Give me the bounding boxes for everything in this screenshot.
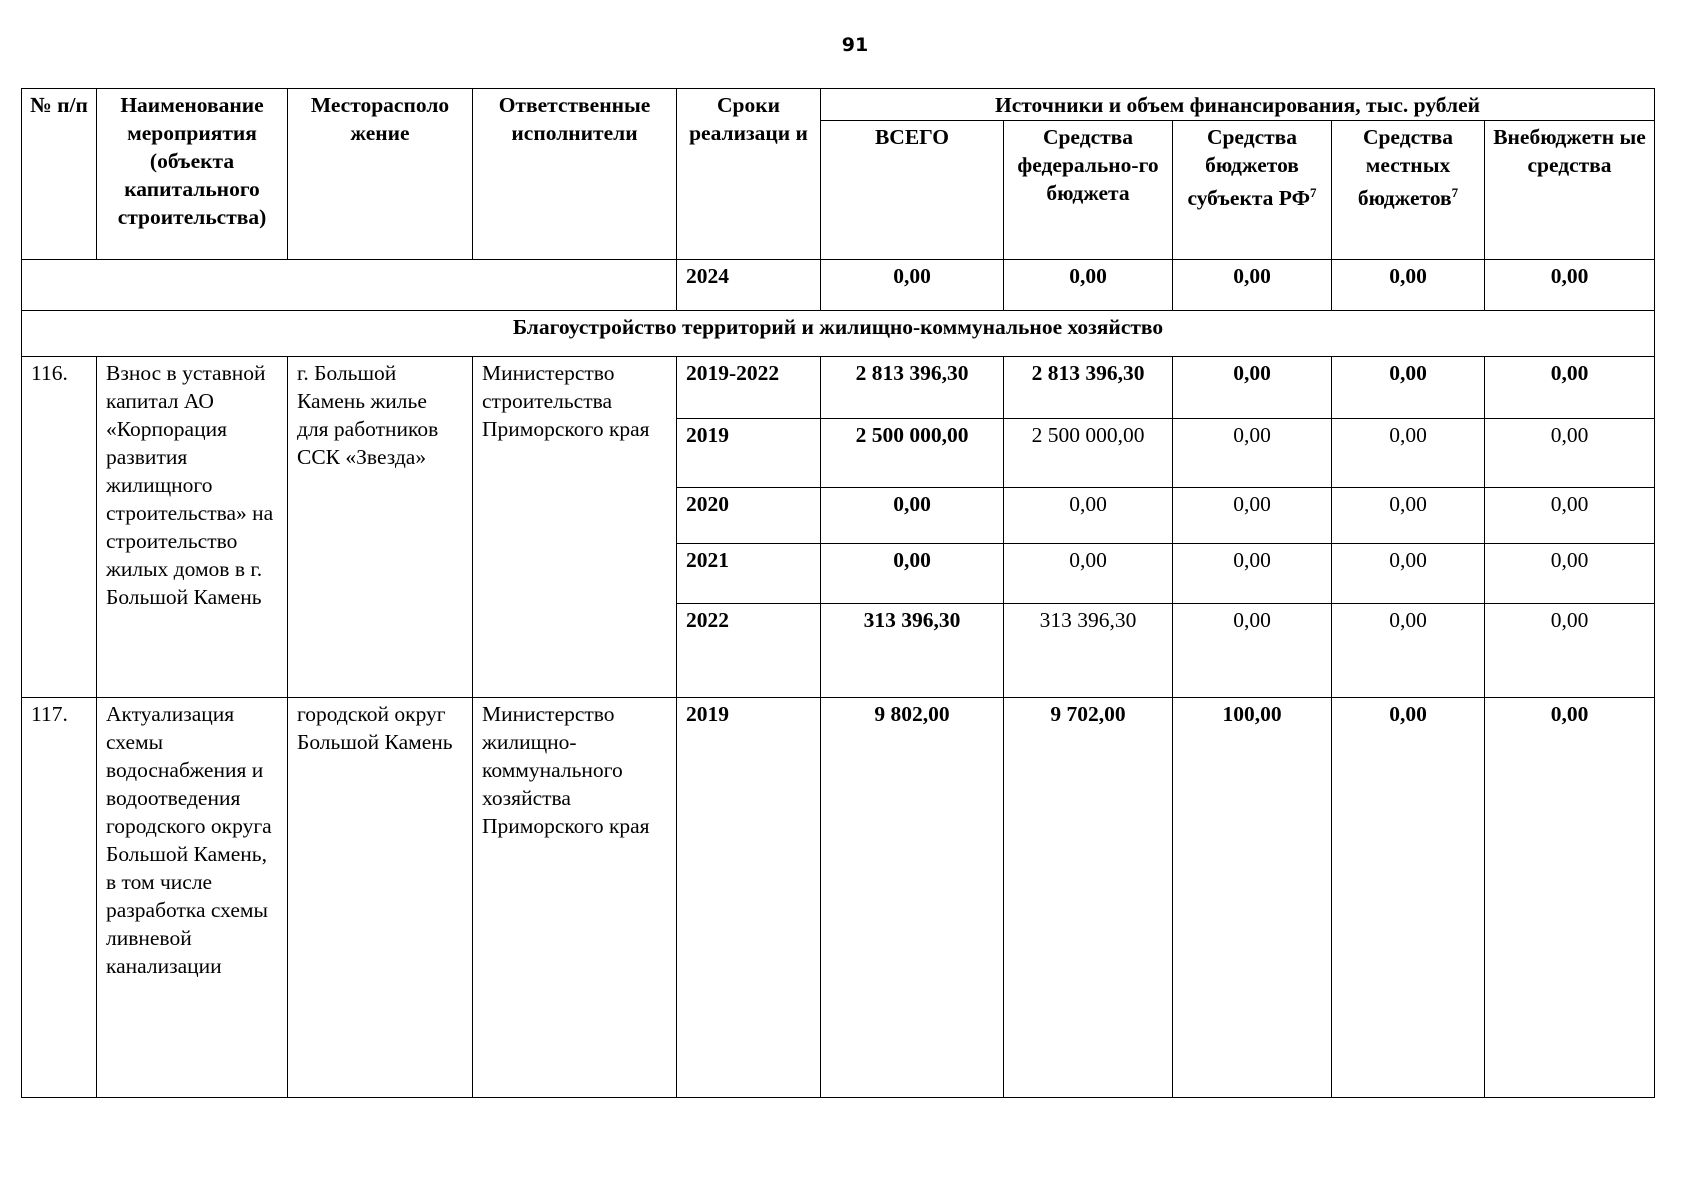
year-cell: 2024 (677, 260, 821, 311)
item-location: г. Большой Камень жилье для работников ССК «Звезда» (288, 357, 473, 698)
header-local-text: Средства местных бюджетов (1357, 125, 1454, 211)
local-cell: 0,00 (1332, 419, 1485, 488)
header-executors: Ответственные исполнители (473, 89, 677, 260)
extra-cell: 0,00 (1485, 419, 1655, 488)
header-total: ВСЕГО (821, 121, 1004, 260)
item-location: городской округ Большой Камень (288, 698, 473, 1098)
federal-cell: 2 500 000,00 (1004, 419, 1173, 488)
header-terms: Сроки реализаци и (677, 89, 821, 260)
local-cell: 0,00 (1332, 260, 1485, 311)
total-cell: 9 802,00 (821, 698, 1004, 1098)
item-executor: Министерство строительства Приморского края (473, 357, 677, 698)
year-cell: 2020 (677, 488, 821, 544)
header-num: № п/п (22, 89, 97, 260)
empty-cell (22, 260, 677, 311)
item-number: 117. (22, 698, 97, 1098)
extra-cell: 0,00 (1485, 488, 1655, 544)
item-name: Взнос в уставной капитал АО «Корпорация развития жилищного строительства» на строительство жилых домов в г. Большой Камень (97, 357, 288, 698)
header-extra: Внебюджетн ые средства (1485, 121, 1655, 260)
subject-cell: 0,00 (1173, 488, 1332, 544)
header-financing: Источники и объем финансирования, тыс. рублей (821, 89, 1655, 121)
header-subject-footnote: 7 (1310, 185, 1317, 200)
federal-cell: 9 702,00 (1004, 698, 1173, 1098)
extra-cell: 0,00 (1485, 604, 1655, 698)
federal-cell: 0,00 (1004, 260, 1173, 311)
item-number: 116. (22, 357, 97, 698)
financing-table (21, 88, 1655, 1098)
table-row (22, 260, 1655, 311)
local-cell: 0,00 (1332, 357, 1485, 419)
subject-cell: 0,00 (1173, 544, 1332, 604)
table-row (22, 698, 1655, 1098)
subject-cell: 0,00 (1173, 357, 1332, 419)
total-cell: 2 500 000,00 (821, 419, 1004, 488)
subject-cell: 0,00 (1173, 419, 1332, 488)
header-subject (1173, 121, 1332, 260)
extra-cell: 0,00 (1485, 544, 1655, 604)
local-cell: 0,00 (1332, 488, 1485, 544)
federal-cell: 0,00 (1004, 488, 1173, 544)
total-cell: 0,00 (821, 544, 1004, 604)
year-cell: 2019 (677, 698, 821, 1098)
year-cell: 2019 (677, 419, 821, 488)
header-name: Наименование мероприятия (объекта капитального строительства) (97, 89, 288, 260)
extra-cell: 0,00 (1485, 357, 1655, 419)
total-cell: 313 396,30 (821, 604, 1004, 698)
total-cell: 2 813 396,30 (821, 357, 1004, 419)
total-cell: 0,00 (821, 260, 1004, 311)
page-number: 91 (841, 34, 869, 56)
year-cell: 2022 (677, 604, 821, 698)
subject-cell: 0,00 (1173, 260, 1332, 311)
item-executor: Министерство жилищно-коммунального хозяйства Приморского края (473, 698, 677, 1098)
federal-cell: 2 813 396,30 (1004, 357, 1173, 419)
year-cell: 2019-2022 (677, 357, 821, 419)
federal-cell: 0,00 (1004, 544, 1173, 604)
header-local (1332, 121, 1485, 260)
subject-cell: 0,00 (1173, 604, 1332, 698)
header-local-footnote: 7 (1451, 185, 1459, 200)
subject-cell: 100,00 (1173, 698, 1332, 1098)
header-location: Месторасполо жение (288, 89, 473, 260)
local-cell: 0,00 (1332, 604, 1485, 698)
extra-cell: 0,00 (1485, 698, 1655, 1098)
federal-cell: 313 396,30 (1004, 604, 1173, 698)
total-cell: 0,00 (821, 488, 1004, 544)
header-subject-text: Средства бюджетов субъекта РФ (1187, 125, 1311, 211)
local-cell: 0,00 (1332, 544, 1485, 604)
year-cell: 2021 (677, 544, 821, 604)
section-title: Благоустройство территорий и жилищно-коммунальное хозяйство (22, 311, 1655, 357)
header-federal: Средства федерально-го бюджета (1004, 121, 1173, 260)
table-row (22, 357, 1655, 419)
local-cell: 0,00 (1332, 698, 1485, 1098)
extra-cell: 0,00 (1485, 260, 1655, 311)
item-name: Актуализация схемы водоснабжения и водоотведения городского округа Большой Камень, в том числе разработка схемы ливневой канализации (97, 698, 288, 1098)
